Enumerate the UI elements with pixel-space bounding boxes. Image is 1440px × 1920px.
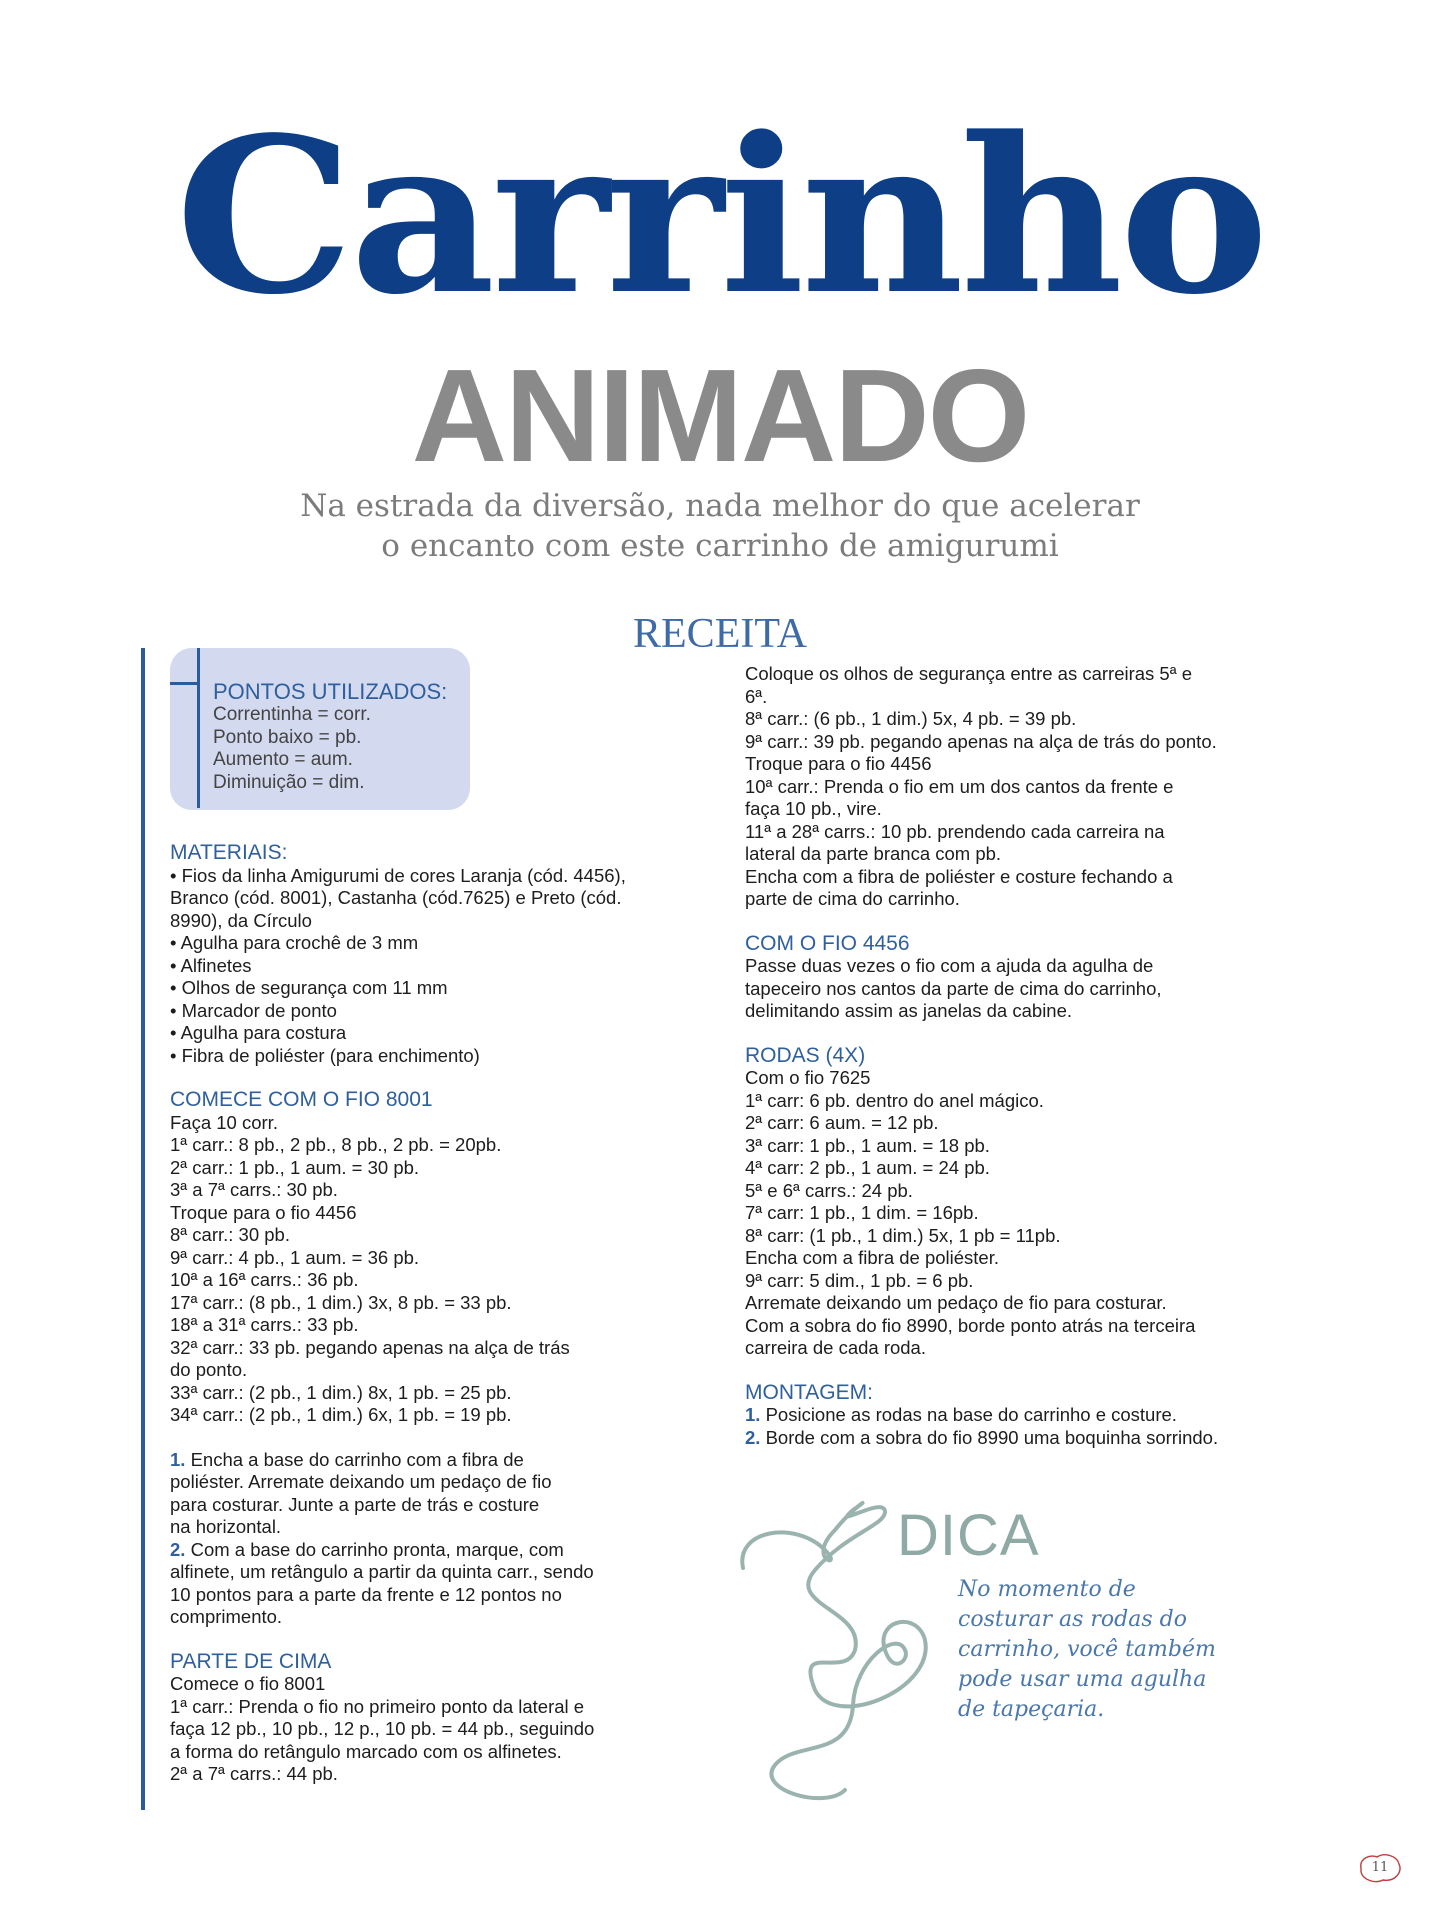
materiais-heading: MATERIAIS: bbox=[170, 841, 288, 864]
pontos-item: Ponto baixo = pb. bbox=[213, 726, 362, 748]
title-animado: ANIMADO bbox=[411, 342, 1029, 489]
dica-text: No momento de costurar as rodas do carrinho, você também pode usar uma agulha de tapeçaria. bbox=[958, 1577, 1216, 1722]
page-number: 11 bbox=[1371, 1860, 1389, 1875]
continuation-text: Coloque os olhos de segurança entre as carreiras 5ª e 6ª. 8ª carr.: (6 pb., 1 dim.) 5x, 4 pb. = 39 pb. 9ª carr.: 39 pb. pegando apenas na alça de trás do ponto. Troque para o fio 4456 10ª carr.: Prenda o fio em um dos cantos da frente e faça 10 pb., vire. 11ª a 28ª carrs.: 10 pb. prendendo cada carreira na lateral da parte branca com pb. Encha com a fibra de poliéster e costure fechando a parte de cima do carrinho. bbox=[745, 663, 1217, 909]
step-text: Com a base do carrinho pronta, marque, com alfinete, um retângulo a partir da quinta carr., sendo 10 pontos para a parte da frente e 12 pontos no comprimento. bbox=[170, 1538, 594, 1627]
pontos-box-accent-v bbox=[197, 648, 200, 808]
fio4456-heading: COM O FIO 4456 bbox=[745, 931, 910, 955]
rodas-text: Com o fio 7625 1ª carr: 6 pb. dentro do anel mágico. 2ª carr: 6 aum. = 12 pb. 3ª carr: 1 pb., 1 aum. = 18 pb. 4ª carr: 2 pb., 1 aum. = 24 pb. 5ª e 6ª carrs.: 24 pb. 7ª carr: 1 pb., 1 dim. = 16pb. 8ª carr: (1 pb., 1 dim.) 5x, 1 pb = 11pb. Encha com a fibra de poliéster. 9ª carr: 5 dim., 1 pb. = 6 pb. Arremate deixando um pedaço de fio para costurar. Com a sobra do fio 8990, borde ponto atrás na terceira carreira de cada roda. bbox=[745, 1067, 1196, 1358]
montagem-step-2 bbox=[745, 1427, 1265, 1450]
right-column bbox=[745, 663, 1265, 1449]
rodas-heading: RODAS (4X) bbox=[745, 1043, 866, 1067]
montagem-heading: MONTAGEM: bbox=[745, 1380, 873, 1404]
title-carrinho: Carrinho bbox=[175, 91, 1265, 342]
fio4456-text: Passe duas vezes o fio com a ajuda da agulha de tapeceiro nos cantos da parte de cima do carrinho, delimitando assim as janelas da cabine. bbox=[745, 955, 1162, 1021]
subtitle-line-1: Na estrada da diversão, nada melhor do que acelerar bbox=[300, 488, 1140, 524]
parte-cima-text: Comece o fio 8001 1ª carr.: Prenda o fio no primeiro ponto da lateral e faça 12 pb., 10 pb., 12 p., 10 pb. = 44 pb., seguindo a forma do retângulo marcado com os alfinetes. 2ª a 7ª carrs.: 44 pb. bbox=[170, 1673, 595, 1784]
step-1 bbox=[170, 1449, 690, 1539]
parte-cima-heading: PARTE DE CIMA bbox=[170, 1649, 332, 1673]
subtitle-line-2: o encanto com este carrinho de amigurumi bbox=[381, 528, 1059, 564]
subtitle bbox=[0, 486, 1440, 566]
step-text: Encha a base do carrinho com a fibra de poliéster. Arremate deixando um pedaço de fio para costurar. Junte a parte de trás e costure na horizontal. bbox=[170, 1448, 552, 1537]
comece-heading: COMECE COM O FIO 8001 bbox=[170, 1088, 433, 1111]
pontos-item: Correntinha = corr. bbox=[213, 704, 371, 725]
step-text: Borde com a sobra do fio 8990 uma boquinha sorrindo. bbox=[760, 1426, 1219, 1448]
step-number: 2. bbox=[170, 1538, 186, 1560]
step-number: 1. bbox=[170, 1448, 186, 1470]
step-2 bbox=[170, 1539, 690, 1629]
step-text: Posicione as rodas na base do carrinho e costure. bbox=[760, 1404, 1177, 1425]
step-number: 1. bbox=[745, 1404, 761, 1425]
section-heading-receita: RECEITA bbox=[633, 611, 807, 657]
left-column bbox=[170, 842, 690, 1786]
pontos-heading: PONTOS UTILIZADOS: bbox=[213, 679, 448, 704]
pontos-box-accent-h bbox=[170, 682, 200, 685]
dica-heading: DICA bbox=[897, 1503, 1040, 1568]
pontos-utilizados bbox=[213, 680, 447, 794]
materiais-list: • Fios da linha Amigurumi de cores Laranja (cód. 4456), Branco (cód. 8001), Castanha (cód.7625) e Preto (cód. 8990), da Círculo • Agulha para crochê de 3 mm • Alfinetes • Olhos de segurança com 11 mm • Marcador de ponto • Agulha para costura • Fibra de poliéster (para enchimento) bbox=[170, 864, 626, 1066]
left-rule bbox=[141, 648, 145, 1810]
comece-text: Faça 10 corr. 1ª carr.: 8 pb., 2 pb., 8 pb., 2 pb. = 20pb. 2ª carr.: 1 pb., 1 aum. = 30 pb. 3ª a 7ª carrs.: 30 pb. Troque para o fio 4456 8ª carr.: 30 pb. 9ª carr.: 4 pb., 1 aum. = 36 pb. 10ª a 16ª carrs.: 36 pb. 17ª carr.: (8 pb., 1 dim.) 3x, 8 pb. = 33 pb. 18ª a 31ª carrs.: 33 pb. 32ª carr.: 33 pb. pegando apenas na alça de trás do ponto. 33ª carr.: (2 pb., 1 dim.) 8x, 1 pb. = 25 pb. 34ª carr.: (2 pb., 1 dim.) 6x, 1 pb. = 19 pb. bbox=[170, 1111, 570, 1425]
step-number: 2. bbox=[745, 1426, 761, 1448]
pontos-item: Diminuição = dim. bbox=[213, 771, 365, 793]
pontos-item: Aumento = aum. bbox=[213, 749, 353, 770]
montagem-step-1 bbox=[745, 1404, 1265, 1427]
